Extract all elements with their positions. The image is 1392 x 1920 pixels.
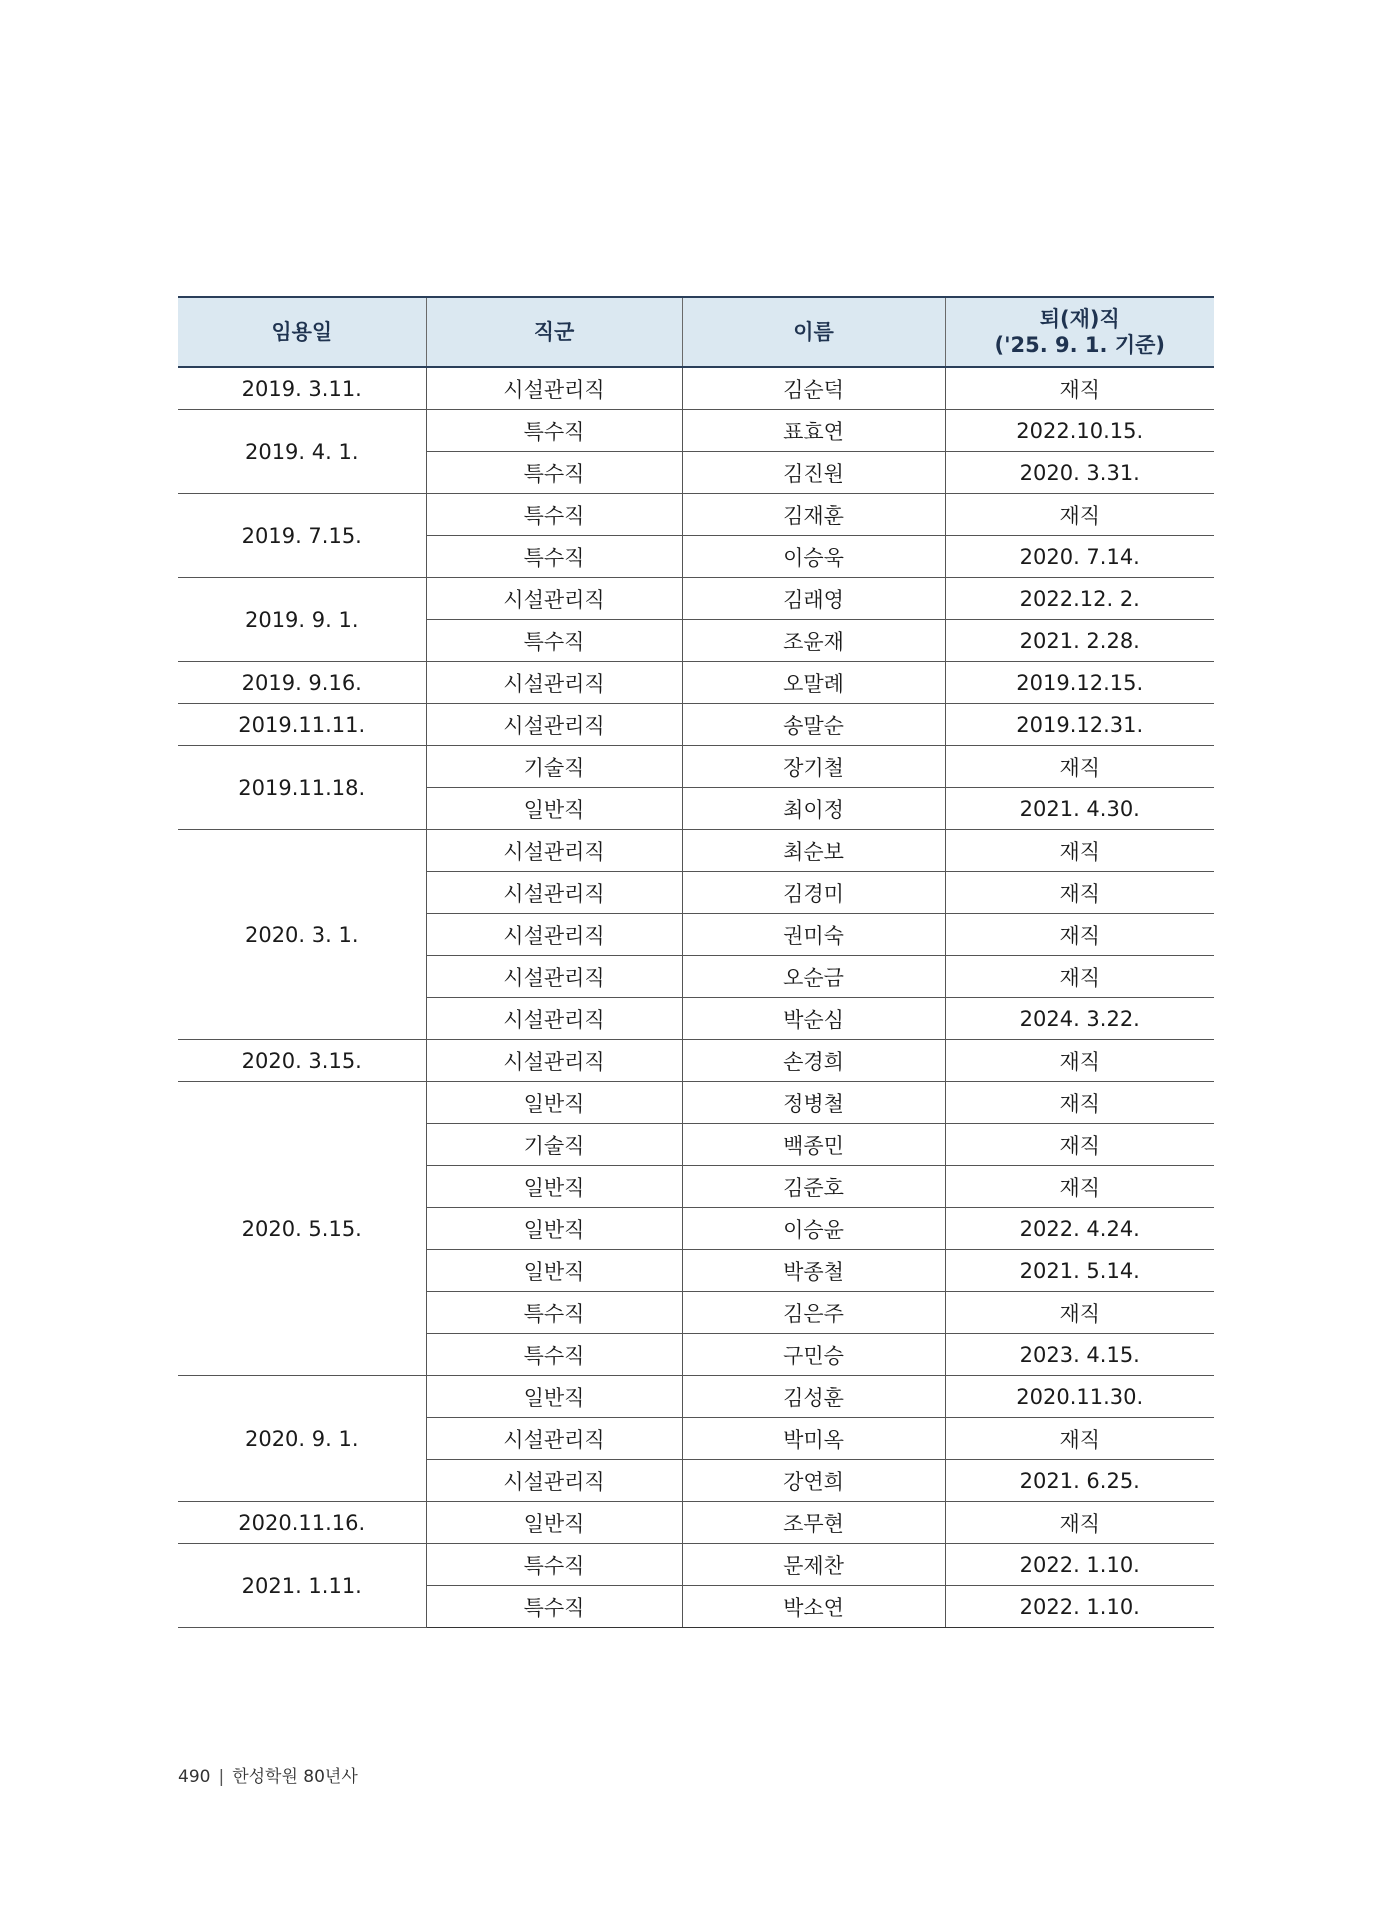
appointment-date-cell: 2019. 4. 1. [178,410,426,494]
person-name-cell: 조무현 [682,1502,945,1544]
job-group-cell: 일반직 [426,1376,682,1418]
table-row [178,1082,1214,1124]
person-name-cell: 이승윤 [682,1208,945,1250]
job-group-cell: 특수직 [426,410,682,452]
status-cell: 재직 [945,494,1214,536]
job-group-cell: 시설관리직 [426,662,682,704]
job-group-cell: 일반직 [426,1166,682,1208]
person-name-cell: 김래영 [682,578,945,620]
job-group-cell: 시설관리직 [426,914,682,956]
status-cell: 2021. 6.25. [945,1460,1214,1502]
job-group-cell: 특수직 [426,536,682,578]
person-name-cell: 오순금 [682,956,945,998]
table-row [178,494,1214,536]
table-body [178,367,1214,1628]
appointment-date-cell: 2020.11.16. [178,1502,426,1544]
staff-table [178,296,1214,1628]
header-date: 임용일 [178,297,426,367]
job-group-cell: 특수직 [426,1544,682,1586]
status-cell: 2020.11.30. [945,1376,1214,1418]
person-name-cell: 이승욱 [682,536,945,578]
status-cell: 2022.10.15. [945,410,1214,452]
status-cell: 재직 [945,956,1214,998]
table-row [178,410,1214,452]
appointment-date-cell: 2019. 9. 1. [178,578,426,662]
status-cell: 재직 [945,1418,1214,1460]
book-title: 한성학원 80년사 [232,1767,358,1787]
status-cell: 2023. 4.15. [945,1334,1214,1376]
job-group-cell: 특수직 [426,494,682,536]
job-group-cell: 기술직 [426,746,682,788]
person-name-cell: 박종철 [682,1250,945,1292]
table-row [178,704,1214,746]
person-name-cell: 정병철 [682,1082,945,1124]
appointment-date-cell: 2019. 9.16. [178,662,426,704]
status-cell: 2022. 1.10. [945,1586,1214,1628]
status-cell: 재직 [945,367,1214,410]
footer-separator: | [218,1767,225,1787]
table-row [178,830,1214,872]
person-name-cell: 문제찬 [682,1544,945,1586]
table-header [178,297,1214,367]
appointment-date-cell: 2020. 3. 1. [178,830,426,1040]
person-name-cell: 김성훈 [682,1376,945,1418]
appointment-date-cell: 2019.11.11. [178,704,426,746]
job-group-cell: 특수직 [426,620,682,662]
appointment-date-cell: 2019. 3.11. [178,367,426,410]
status-cell: 2021. 5.14. [945,1250,1214,1292]
person-name-cell: 권미숙 [682,914,945,956]
person-name-cell: 구민승 [682,1334,945,1376]
job-group-cell: 특수직 [426,1334,682,1376]
page-footer [178,1762,358,1787]
status-cell: 2022.12. 2. [945,578,1214,620]
job-group-cell: 기술직 [426,1124,682,1166]
person-name-cell: 최순보 [682,830,945,872]
status-cell: 재직 [945,914,1214,956]
table-row [178,1502,1214,1544]
job-group-cell: 일반직 [426,1502,682,1544]
job-group-cell: 시설관리직 [426,998,682,1040]
job-group-cell: 일반직 [426,788,682,830]
status-cell: 2021. 2.28. [945,620,1214,662]
person-name-cell: 김경미 [682,872,945,914]
job-group-cell: 시설관리직 [426,1040,682,1082]
table-row [178,662,1214,704]
status-cell: 2022. 1.10. [945,1544,1214,1586]
person-name-cell: 조윤재 [682,620,945,662]
status-cell: 재직 [945,1166,1214,1208]
person-name-cell: 송말순 [682,704,945,746]
person-name-cell: 장기철 [682,746,945,788]
appointment-date-cell: 2019.11.18. [178,746,426,830]
person-name-cell: 김은주 [682,1292,945,1334]
person-name-cell: 백종민 [682,1124,945,1166]
status-cell: 2021. 4.30. [945,788,1214,830]
job-group-cell: 시설관리직 [426,578,682,620]
job-group-cell: 특수직 [426,1292,682,1334]
job-group-cell: 시설관리직 [426,956,682,998]
job-group-cell: 특수직 [426,452,682,494]
status-cell: 재직 [945,1040,1214,1082]
status-cell: 재직 [945,1292,1214,1334]
job-group-cell: 시설관리직 [426,367,682,410]
status-cell: 재직 [945,1124,1214,1166]
appointment-date-cell: 2020. 5.15. [178,1082,426,1376]
job-group-cell: 시설관리직 [426,1418,682,1460]
person-name-cell: 김순덕 [682,367,945,410]
person-name-cell: 김준호 [682,1166,945,1208]
table-row [178,578,1214,620]
appointment-date-cell: 2020. 9. 1. [178,1376,426,1502]
header-status-line1: 퇴(재)직 [1039,306,1120,331]
page-number: 490 [178,1767,211,1787]
person-name-cell: 최이정 [682,788,945,830]
job-group-cell: 시설관리직 [426,704,682,746]
status-cell: 2020. 3.31. [945,452,1214,494]
table-row [178,367,1214,410]
person-name-cell: 김재훈 [682,494,945,536]
person-name-cell: 강연희 [682,1460,945,1502]
table-row [178,1544,1214,1586]
person-name-cell: 오말례 [682,662,945,704]
person-name-cell: 박소연 [682,1586,945,1628]
person-name-cell: 손경희 [682,1040,945,1082]
status-cell: 재직 [945,830,1214,872]
status-cell: 2019.12.31. [945,704,1214,746]
appointment-date-cell: 2020. 3.15. [178,1040,426,1082]
job-group-cell: 일반직 [426,1082,682,1124]
job-group-cell: 일반직 [426,1208,682,1250]
status-cell: 재직 [945,872,1214,914]
appointment-date-cell: 2021. 1.11. [178,1544,426,1628]
header-status [945,297,1214,367]
appointment-date-cell: 2019. 7.15. [178,494,426,578]
status-cell: 2024. 3.22. [945,998,1214,1040]
table-row [178,1040,1214,1082]
header-name: 이름 [682,297,945,367]
status-cell: 재직 [945,1502,1214,1544]
status-cell: 재직 [945,746,1214,788]
person-name-cell: 표효연 [682,410,945,452]
table-row [178,746,1214,788]
job-group-cell: 시설관리직 [426,1460,682,1502]
person-name-cell: 박순심 [682,998,945,1040]
status-cell: 2022. 4.24. [945,1208,1214,1250]
header-status-line2: ('25. 9. 1. 기준) [994,333,1165,357]
header-group: 직군 [426,297,682,367]
status-cell: 2019.12.15. [945,662,1214,704]
person-name-cell: 박미옥 [682,1418,945,1460]
status-cell: 재직 [945,1082,1214,1124]
job-group-cell: 시설관리직 [426,872,682,914]
job-group-cell: 시설관리직 [426,830,682,872]
job-group-cell: 일반직 [426,1250,682,1292]
job-group-cell: 특수직 [426,1586,682,1628]
person-name-cell: 김진원 [682,452,945,494]
status-cell: 2020. 7.14. [945,536,1214,578]
table-row [178,1376,1214,1418]
